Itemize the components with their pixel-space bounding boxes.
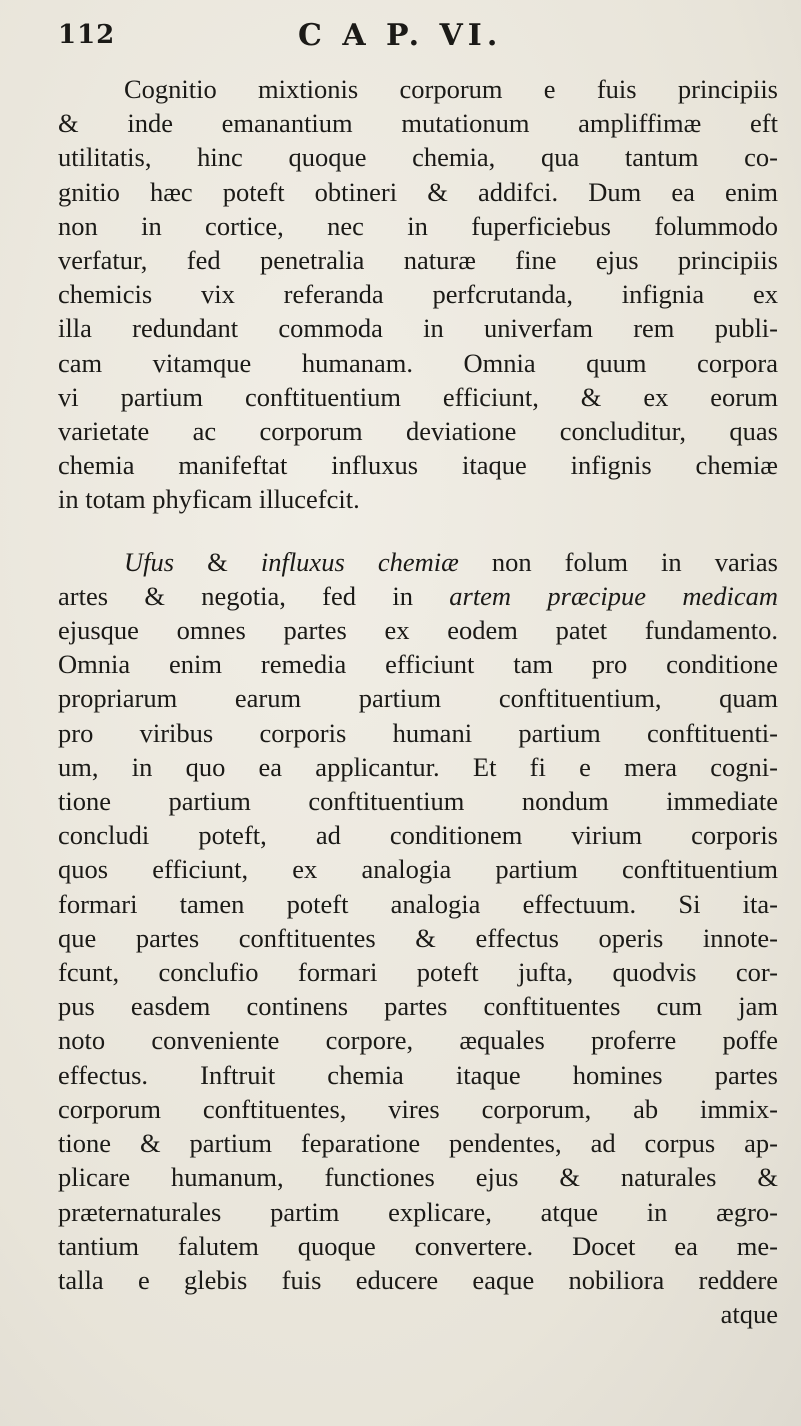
running-head: C A P. VI. [298, 18, 503, 53]
italic-term: Ufus [124, 546, 175, 577]
text-line: utilitatis, hinc quoque chemia, qua tantum co- [58, 142, 778, 173]
paragraph-gap [58, 517, 778, 545]
text-line: chemicis vix referanda perfcrutanda, infignia ex [58, 279, 778, 310]
text-run: non folum in varias [458, 546, 778, 577]
text-line: non in cortice, nec in fuperficiebus folummodo [58, 210, 778, 241]
text-line: gnitio hæc poteft obtineri & addifci. Dum ea enim [58, 176, 778, 207]
italic-term: influxus chemiæ [260, 546, 459, 577]
text-line: plicare humanum, functiones ejus & naturales & [58, 1162, 778, 1193]
paragraph-1 [58, 72, 778, 517]
text-line [58, 545, 778, 579]
body-text [58, 72, 778, 1331]
text-line: que partes conftituentes & effectus operis innote- [58, 922, 778, 953]
text-line: præternaturales partim explicare, atque in ægro- [58, 1196, 778, 1227]
text-run: artes & negotia, fed in [58, 580, 450, 611]
text-line: propriarum earum partium conftituentium, quam [58, 683, 778, 714]
text-line: noto conveniente corpore, æquales proferre poffe [58, 1025, 778, 1056]
text-line: cam vitamque humanam. Omnia quum corpora [58, 347, 778, 378]
text-line: um, in quo ea applicantur. Et fi e mera cogni- [58, 751, 778, 782]
text-line: pus easdem continens partes conftituentes cum jam [58, 991, 778, 1022]
text-line: corporum conftituentes, vires corporum, ab immix- [58, 1093, 778, 1124]
italic-term: artem præcipue medicam [449, 580, 778, 611]
text-line: tione partium conftituentium nondum immediate [58, 786, 778, 817]
text-line: varietate ac corporum deviatione concluditur, quas [58, 416, 778, 447]
page-number: 112 [58, 20, 116, 50]
text-line: talla e glebis fuis educere eaque nobiliora reddere [58, 1264, 778, 1295]
page-header [58, 18, 761, 58]
text-line: Cognitio mixtionis corporum e fuis principiis [124, 74, 778, 104]
text-line: Omnia enim remedia efficiunt tam pro conditione [58, 649, 778, 680]
text-line: effectus. Inftruit chemia itaque homines partes [58, 1059, 778, 1090]
text-line [58, 579, 778, 613]
text-line: tantium falutem quoque convertere. Docet ea me- [58, 1230, 778, 1261]
text-line: fcunt, conclufio formari poteft jufta, quodvis cor- [58, 957, 778, 988]
text-line: & inde emanantium mutationum ampliffimæ eft [58, 108, 778, 139]
text-line: vi partium conftituentium efficiunt, & ex eorum [58, 381, 778, 412]
text-line: illa redundant commoda in univerfam rem publi- [58, 313, 778, 344]
text-run: & [174, 546, 261, 577]
text-line: pro viribus corporis humani partium conftituenti- [58, 717, 778, 748]
text-line: verfatur, fed penetralia naturæ fine ejus principiis [58, 245, 778, 276]
text-line: in totam phyficam illucefcit. [58, 484, 360, 515]
text-line: quos efficiunt, ex analogia partium conftituentium [58, 854, 778, 885]
text-line: chemia manifeftat influxus itaque infignis chemiæ [58, 450, 778, 481]
text-line: concludi poteft, ad conditionem virium corporis [58, 820, 778, 851]
text-line: formari tamen poteft analogia effectuum. Si ita- [58, 888, 778, 919]
text-line: ejusque omnes partes ex eodem patet fundamento. [58, 615, 778, 646]
paragraph-2 [58, 545, 778, 1332]
text-line: tione & partium feparatione pendentes, ad corpus ap- [58, 1128, 778, 1159]
catchword: atque [720, 1299, 778, 1330]
